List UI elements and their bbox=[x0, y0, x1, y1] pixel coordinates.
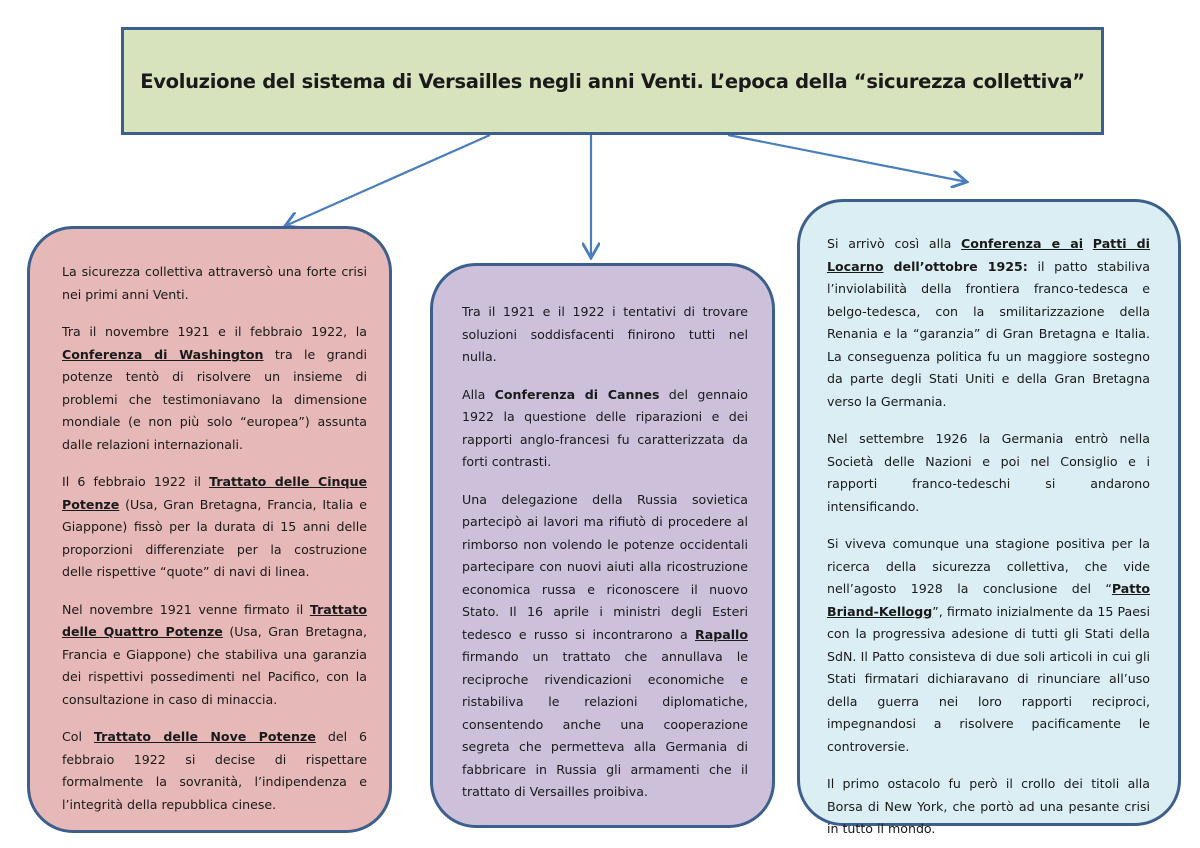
right-paragraph-4 bbox=[827, 773, 1150, 841]
left-paragraph-4 bbox=[62, 599, 367, 712]
left-p3-text: Il 6 febbraio 1922 il bbox=[62, 474, 210, 489]
conferenza-cannes-label: Conferenza di Cannes bbox=[494, 386, 660, 402]
right-p1-text-end: il patto stabiliva l’inviolabilità della frontiera franco-tedesca e belgo-tedesca, con la smilitarizzazione della Renania e la “garanzia” di Gran Bretagna e Italia. La conseguenza politica fu un maggiore sostegno da parte degli Stati Uniti e della Gran Bretagna verso la Germania. bbox=[827, 258, 1150, 409]
right-p1-text: Si arrivò così alla bbox=[827, 236, 962, 251]
patti-locarno-link[interactable]: Patti di Locarno bbox=[827, 236, 1150, 274]
left-p5-text: Col bbox=[62, 729, 94, 744]
right-p3-text: Si viveva comunque una stagione positiva per la ricerca della sicurezza collettiva, che vide nell’agosto 1928 la conclusione del “ bbox=[827, 536, 1150, 596]
left-paragraph-1 bbox=[62, 261, 367, 306]
left-p1-text: La sicurezza collettiva attraversò una forte crisi nei primi anni Venti. bbox=[62, 264, 367, 302]
trattato-quattro-potenze-link[interactable]: Trattato delle Quattro Potenze bbox=[62, 601, 367, 639]
card-washington-crisis bbox=[27, 226, 392, 833]
left-paragraph-3 bbox=[62, 471, 367, 584]
right-p1-gap bbox=[1083, 236, 1093, 251]
left-p2-text: Tra il novembre 1921 e il febbraio 1922, la bbox=[62, 324, 367, 339]
conferenza-washington-link[interactable]: Conferenza di Washington bbox=[62, 346, 264, 362]
trattato-nove-potenze-link[interactable]: Trattato delle Nove Potenze bbox=[93, 729, 316, 744]
right-p2-text: Nel settembre 1926 la Germania entrò nella Società delle Nazioni e poi nel Consiglio e i rapporti franco-tedeschi si andarono intensificando. bbox=[827, 431, 1150, 514]
middle-p3-text: Una delegazione della Russia sovietica partecipò ai lavori ma rifiutò di procedere al rimborso non volendo le potenze occidentali partecipare con nuovi aiuti alla ricostruzione economica russa e riconoscere il nuovo Stato. Il 16 aprile i ministri degli Esteri tedesco e russo si incontrarono a bbox=[462, 491, 748, 642]
middle-p2-text: Alla bbox=[462, 386, 495, 402]
right-paragraph-2 bbox=[827, 428, 1150, 518]
card-cannes-rapallo bbox=[430, 263, 775, 828]
right-p1-date: dell’ottobre 1925: bbox=[883, 258, 1028, 274]
left-p4-text: Nel novembre 1921 venne firmato il bbox=[62, 601, 310, 617]
right-p3-text-end: ”, firmato inizialmente da 15 Paesi con la progressiva adesione di tutti gli Stati della SdN. Il Patto consisteva di due soli articoli in cui gli Stati firmatari dichiaravano di rinunciare all’uso della guerra nei loro rapporti reciproci, impegnandosi a risolvere pacificamente le controversie. bbox=[827, 603, 1150, 754]
right-p4-text: Il primo ostacolo fu però il crollo dei titoli alla Borsa di New York, che portò ad una pesante crisi in tutto il mondo. bbox=[827, 776, 1150, 836]
page-title: Evoluzione del sistema di Versailles negli anni Venti. L’epoca della “sicurezza collettiva” bbox=[140, 69, 1085, 93]
title-box bbox=[121, 27, 1104, 135]
left-paragraph-2 bbox=[62, 321, 367, 456]
left-p2-text-end: tra le grandi potenze tentò di risolvere un insieme di problemi che testimoniavano la dimensione mondiale (e non più solo “europea”) assunta dalle relazioni internazionali. bbox=[62, 346, 367, 452]
arrow-to-left-card bbox=[285, 135, 490, 226]
left-p5-text-end: del 6 febbraio 1922 si decise di rispettare formalmente la sovranità, l’indipendenza e l’integrità della repubblica cinese. bbox=[62, 729, 367, 812]
trattato-cinque-potenze-link[interactable]: Trattato delle Cinque Potenze bbox=[62, 474, 367, 512]
middle-p2-text-end: del gennaio 1922 la questione delle riparazioni e dei rapporti anglo-francesi fu caratterizzata da forti contrasti. bbox=[462, 386, 748, 469]
middle-paragraph-3 bbox=[462, 489, 748, 804]
arrow-to-right-card bbox=[728, 135, 967, 182]
left-p3-text-end: (Usa, Gran Bretagna, Francia, Italia e Giappone) fissò per la durata di 15 anni delle proporzioni differenziate per la costruzione delle rispettive “quote” di navi di linea. bbox=[62, 496, 367, 579]
right-paragraph-1 bbox=[827, 233, 1150, 413]
middle-paragraph-1 bbox=[462, 301, 748, 369]
middle-paragraph-2 bbox=[462, 384, 748, 474]
middle-p1-text: Tra il 1921 e il 1922 i tentativi di trovare soluzioni soddisfacenti finirono tutti nel nulla. bbox=[462, 304, 748, 364]
card-locarno-kellogg bbox=[797, 199, 1181, 836]
conferenza-locarno-link[interactable]: Conferenza e ai bbox=[961, 236, 1084, 251]
patto-briand-kellogg-link[interactable]: Patto Briand-Kellogg bbox=[827, 581, 1150, 619]
rapallo-link[interactable]: Rapallo bbox=[695, 626, 748, 642]
middle-p3-text-end: firmando un trattato che annullava le reciproche rivendicazioni economiche e ristabiliva le relazioni diplomatiche, consentendo anche una cooperazione segreta che permetteva alla Germania di fabbricare in Russia gli armamenti che il trattato di Versailles proibiva. bbox=[462, 649, 748, 799]
right-paragraph-3 bbox=[827, 533, 1150, 758]
left-p4-text-end: (Usa, Gran Bretagna, Francia e Giappone) che stabiliva una garanzia dei rispettivi possedimenti nel Pacifico, con la consultazione in caso di minaccia. bbox=[62, 624, 368, 707]
left-paragraph-5 bbox=[62, 726, 367, 816]
